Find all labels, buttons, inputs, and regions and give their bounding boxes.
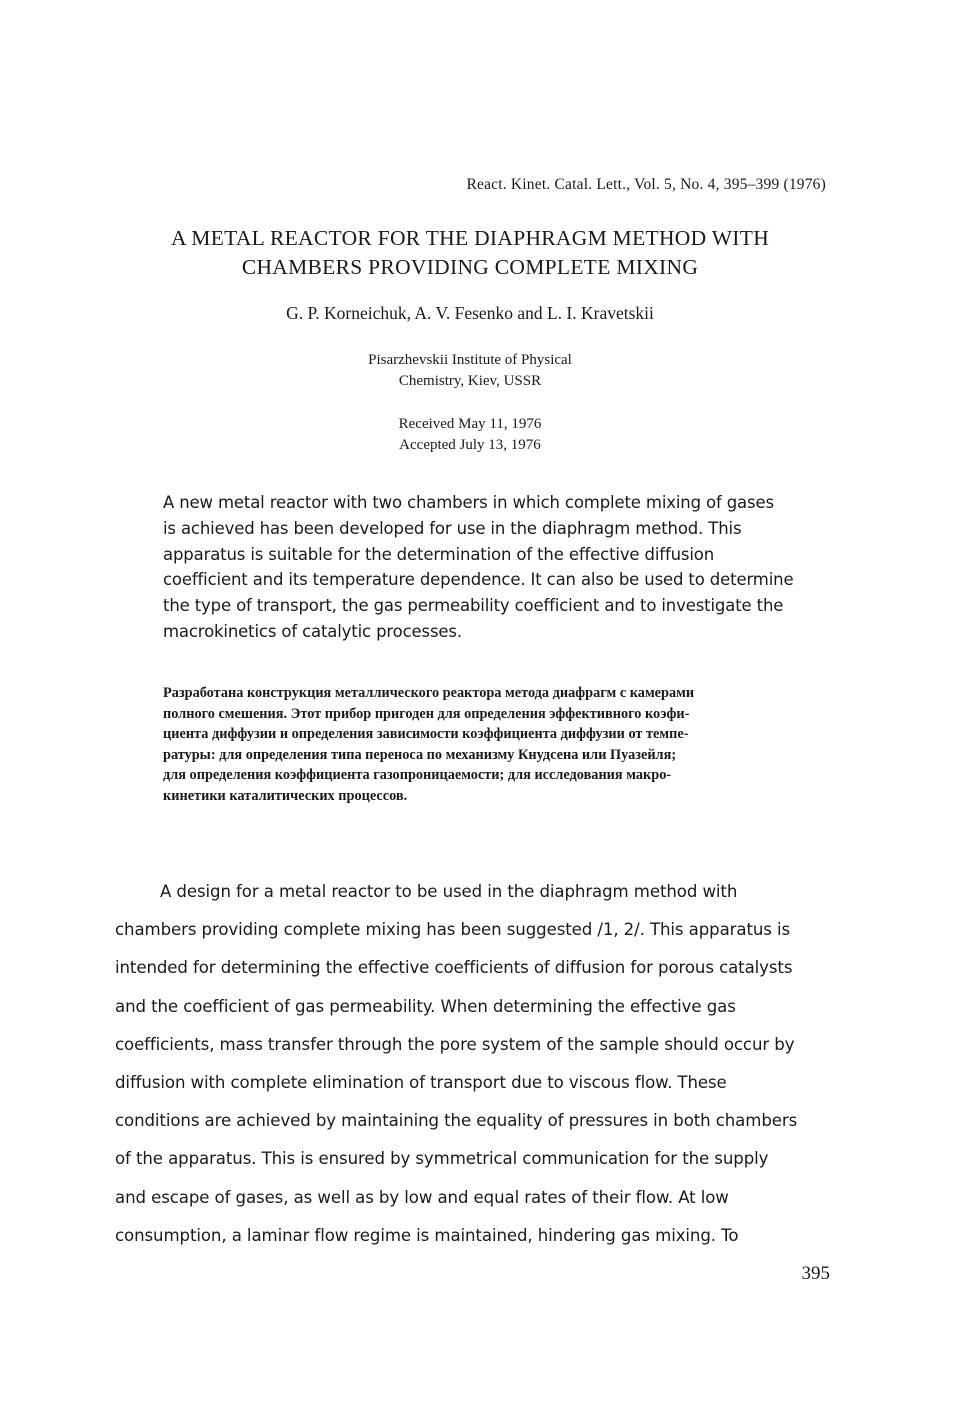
body-line: A design for a metal reactor to be used in the diaphragm method with [160,882,738,901]
body-line: consumption, a laminar flow regime is maintained, hindering gas mixing. To [115,1225,739,1245]
abstract-line: the type of transport, the gas permeability coefficient and to investigate the [163,596,784,616]
abstract-line: macrokinetics of catalytic processes. [163,621,462,641]
abstract-english [163,490,843,645]
abstract-line: A new metal reactor with two chambers in which complete mixing of gases [163,493,774,512]
body-line: chambers providing complete mixing has been suggested /1, 2/. This apparatus is [115,920,791,940]
title-line: CHAMBERS PROVIDING COMPLETE MIXING [241,255,699,279]
affiliation-line: Chemistry, Kiev, USSR [398,373,542,389]
abstract-russian [163,683,843,807]
received-date: Received May 11, 1976 [398,416,542,432]
body-line: of the apparatus. This is ensured by symmetrical communication for the supply [115,1149,769,1169]
body-line: coefficients, mass transfer through the pore system of the sample should occur by [115,1034,795,1054]
body-line: and the coefficient of gas permeability. When determining the effective gas [115,996,736,1016]
body-paragraph [115,873,835,1255]
abstract-ru-line: Разработана конструкция металлического реактора метода диафрагм с камерами [163,685,695,701]
body-line: diffusion with complete elimination of transport due to viscous flow. These [115,1073,727,1093]
journal-reference: React. Kinet. Catal. Lett., Vol. 5, No. 4, 395–399 (1976) [466,176,826,193]
abstract-ru-line: кинетики каталитических процессов. [163,787,408,804]
abstract-ru-line: ратуры: для определения типа переноса по механизму Кнудсена или Пуазейля; [163,746,677,763]
abstract-line: apparatus is suitable for the determination of the effective diffusion [163,544,715,564]
abstract-ru-line: для определения коэффициента газопроницаемости; для исследования макро- [163,767,672,784]
title-line: A METAL REACTOR FOR THE DIAPHRAGM METHOD WITH [170,226,770,250]
article-authors: G. P. Korneichuk, A. V. Fesenko and L. I. Kravetskii [286,303,654,323]
abstract-ru-line: полного смешения. Этот прибор пригоден для определения эффективного коэфи- [163,705,690,722]
body-line: intended for determining the effective coefficients of diffusion for porous catalysts [115,958,793,978]
article-dates [100,414,840,456]
abstract-line: is achieved has been developed for use in the diaphragm method. This [163,518,742,538]
article-title [100,224,840,282]
body-line: conditions are achieved by maintaining the equality of pressures in both chambers [115,1111,798,1131]
abstract-ru-line: циента диффузии и определения зависимости коэффициента диффузии от темпе- [163,726,689,743]
body-line: and escape of gases, as well as by low and equal rates of their flow. At low [115,1187,729,1207]
abstract-line: coefficient and its temperature dependence. It can also be used to determine [163,570,794,590]
accepted-date: Accepted July 13, 1976 [399,437,541,453]
affiliation-line: Pisarzhevskii Institute of Physical [368,352,572,368]
page-number: 395 [801,1263,830,1284]
author-affiliation [100,350,840,392]
